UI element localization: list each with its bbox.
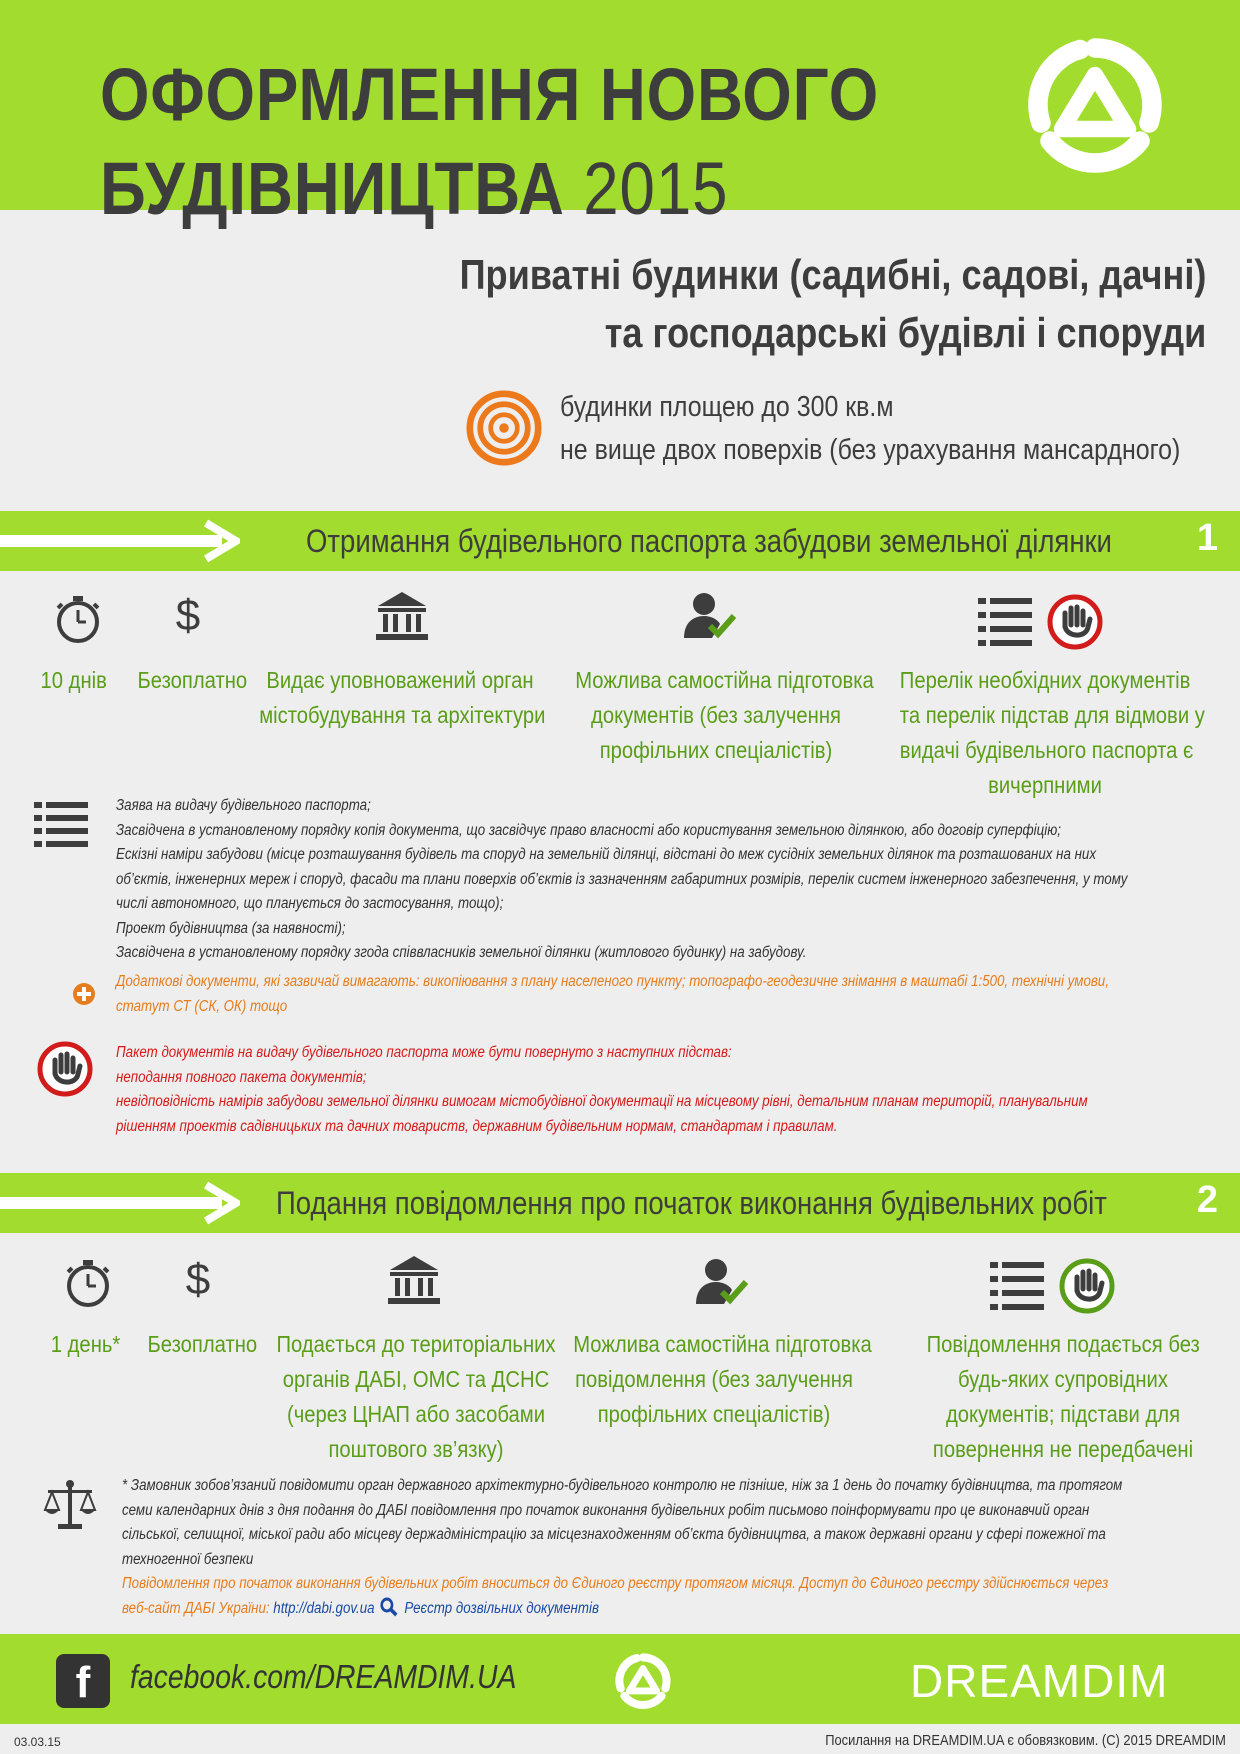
s1-docs-line: вичерпними (988, 772, 1102, 798)
s2-authority-line: Подається до територіальних (276, 1331, 556, 1357)
s2-docs-line: документів; підстави для (945, 1401, 1181, 1427)
person-check-icon (694, 1254, 750, 1310)
registry-prefix: веб-сайт ДАБІ України: (122, 1599, 270, 1617)
s2-docs-text (927, 1327, 1200, 1467)
list-item: сільської, селищної, міської ради або місцеву держадміністрацію за місцезнаходженням об’єкта будівництва, а також державні органи у сфері пожежної та (122, 1526, 1106, 1543)
s2-selfprep-line: Можлива самостійна підготовка (573, 1331, 872, 1357)
list-item: Пакет документів на видачу будівельного паспорта може бути повернуто з наступних підстав: (116, 1044, 732, 1061)
arrow-right-icon (0, 511, 240, 571)
stopwatch-icon (50, 590, 106, 646)
plus-circle-icon (72, 982, 96, 1006)
person-check-icon (682, 588, 738, 644)
s1-time-text: 10 днів (40, 667, 107, 693)
registry-line2 (122, 1597, 1108, 1622)
list-item: Заява на видачу будівельного паспорта; (116, 797, 371, 814)
list-item: техногенної безпеки (122, 1550, 254, 1568)
list-item: Ескізні наміри забудови (місце розташування будівель та споруд на земельній ділянці, відстані до меж сусідніх земельних ділянок та розташованих на них (116, 846, 1096, 863)
government-building-icon (374, 588, 430, 644)
s2-selfprep-text (573, 1327, 872, 1432)
s1-authority-line: містобудування та архітектури (259, 702, 546, 728)
list-item: Засвідчена в установленому порядку копія документа, що засвідчує право власності або користування земельною ділянкою, або договір суперфіцію; (116, 821, 1061, 839)
s1-authority-text (259, 663, 546, 733)
dollar-icon: $ (185, 1255, 211, 1304)
scales-icon (42, 1478, 98, 1534)
list-icon (34, 800, 90, 850)
s1-docs-text (899, 663, 1205, 803)
stop-hand-icon (1046, 593, 1104, 651)
section2-title: Подання повідомлення про початок виконання будівельних робіт (276, 1185, 1107, 1221)
page-title-line2-text: БУДІВНИЦТВА (100, 147, 565, 230)
s2-authority-text (275, 1327, 557, 1467)
s2-authority-line: поштового зв’язку) (328, 1436, 504, 1462)
page-title-year: 2015 (583, 147, 729, 230)
s1-docs-line: та перелік підстав для відмови у (899, 702, 1205, 728)
list-item: невідповідність намірів забудови земельної ділянки вимогам містобудівної документації на місцевому рівні, детальним планам територій, планувальним (116, 1093, 1088, 1110)
brand-name: DREAMDIM (910, 1655, 1169, 1707)
s1-additional-docs (116, 970, 1109, 1019)
hand-icon (1058, 1257, 1116, 1315)
s2-docs-line: будь-яких супровідних (958, 1366, 1168, 1392)
list-item: неподання повного пакета документів; (116, 1068, 367, 1086)
list-item: Проект будівництва (за наявності); (116, 919, 346, 937)
s2-authority-line: (через ЦНАП або засобами (286, 1401, 546, 1427)
subtitle-line2: та господарські будівлі і споруди (604, 309, 1206, 356)
s1-refusal-reasons (116, 1041, 1088, 1139)
list-item: об’єктів, інженерних мереж і споруд, фасади та плани поверхів об’єктів із зазначенням габаритних розмірів, перелік систем інженерного забезпечення, у тому (116, 870, 1128, 888)
date-label: 03.03.15 (14, 1735, 61, 1749)
s2-authority-line: органів ДАБІ, ОМС та ДСНС (282, 1366, 550, 1392)
stopwatch-icon (60, 1254, 116, 1310)
list-item: Додаткові документи, які зазвичай вимагають: викопіювання з плану населеного пункту; топографо-геодезичне знімання в маштабі 1:500, технічні умови, (116, 973, 1109, 990)
section1-title: Отримання будівельного паспорта забудови земельної ділянки (306, 523, 1112, 559)
page-title-line2 (100, 142, 879, 236)
list-item: рішенням проектів садівницьких та дачних товариств, державним будівельним нормам, стандартам і правилам. (116, 1117, 838, 1135)
s2-time-text: 1 день* (50, 1331, 121, 1357)
facebook-link[interactable]: facebook.com/DREAMDIM.UA (130, 1658, 517, 1695)
list-item: Засвідчена в установленому порядку згода співвласників земельної ділянки (житлового будинку) на забудову. (116, 944, 807, 961)
arrow-right-icon (0, 1173, 240, 1233)
s1-selfprep-line: профільних спеціалістів) (599, 737, 833, 763)
copyright-text: Посилання на DREAMDIM.UA є обовязковим. (С) 2015 DREAMDIM (825, 1732, 1226, 1749)
stop-hand-icon (36, 1040, 94, 1098)
dabi-link[interactable]: http://dabi.gov.ua (273, 1599, 375, 1617)
spec-lines (560, 386, 1180, 472)
facebook-icon[interactable]: f (56, 1654, 110, 1708)
list-item: семи календарних днів з дня подання до ДАБІ повідомлення про початок виконання будівельних робіт письмово поінформувати про це виконавчий орган (122, 1501, 1090, 1519)
subtitle (459, 246, 1206, 362)
list-icon (990, 1258, 1046, 1314)
s2-selfprep-line: профільних спеціалістів) (597, 1401, 831, 1427)
section2-number: 2 (1196, 1179, 1218, 1221)
page-title-line1: ОФОРМЛЕННЯ НОВОГО (100, 53, 880, 136)
s1-docs-line: Перелік необхідних документів (899, 667, 1191, 693)
s2-cost-text: Безоплатно (147, 1331, 258, 1357)
spec-line1: будинки площею до 300 кв.м (560, 391, 894, 423)
subtitle-line1: Приватні будинки (садибні, садові, дачні) (459, 251, 1206, 298)
s1-docs-line: видачі будівельного паспорта є (899, 737, 1194, 763)
list-item: статут СТ (СК, ОК) тощо (116, 997, 288, 1015)
s2-footnote (122, 1474, 1122, 1572)
dreamdim-logo-icon (1020, 30, 1170, 180)
section1-number: 1 (1196, 517, 1218, 559)
spec-line2: не вище двох поверхів (без урахування мансардного) (560, 434, 1181, 466)
registry-line1: Повідомлення про початок виконання будівельних робіт вноситься до Єдиного реєстру протягом місяця. Доступ до Єдиного реєстру здійснюється через (122, 1575, 1109, 1592)
s2-docs-line: Повідомлення подається без (926, 1331, 1200, 1357)
s2-registry-note (122, 1572, 1108, 1621)
list-item: * Замовник зобов’язаний повідомити орган державного архітектурно-будівельного контролю не пізніше, ніж за 1 день до початку будівництва, та протягом (122, 1477, 1123, 1494)
government-building-icon (386, 1252, 442, 1308)
section2-bar (0, 1173, 1240, 1233)
section1-bar (0, 511, 1240, 571)
dollar-icon: $ (175, 591, 201, 640)
s1-authority-line: Видає уповноважений орган (266, 667, 534, 693)
list-icon (978, 594, 1034, 650)
list-item: числі автономного, що планується до застосування, тощо); (116, 895, 504, 912)
dreamdim-logo-icon (612, 1650, 674, 1712)
target-icon (466, 390, 542, 466)
s2-docs-line: повернення не передбачені (932, 1436, 1194, 1462)
s1-documents-list (116, 794, 1127, 966)
page-title (100, 48, 879, 236)
s1-selfprep-line: документів (без залучення (591, 702, 841, 728)
s2-selfprep-line: повідомлення (без залучення (575, 1366, 853, 1392)
registry-link[interactable]: Реєстр дозвільних документів (404, 1599, 599, 1617)
magnifier-icon (380, 1597, 399, 1617)
s1-selfprep-line: Можлива самостійна підготовка (575, 667, 874, 693)
s1-selfprep-text (575, 663, 874, 768)
s1-cost-text: Безоплатно (137, 667, 248, 693)
